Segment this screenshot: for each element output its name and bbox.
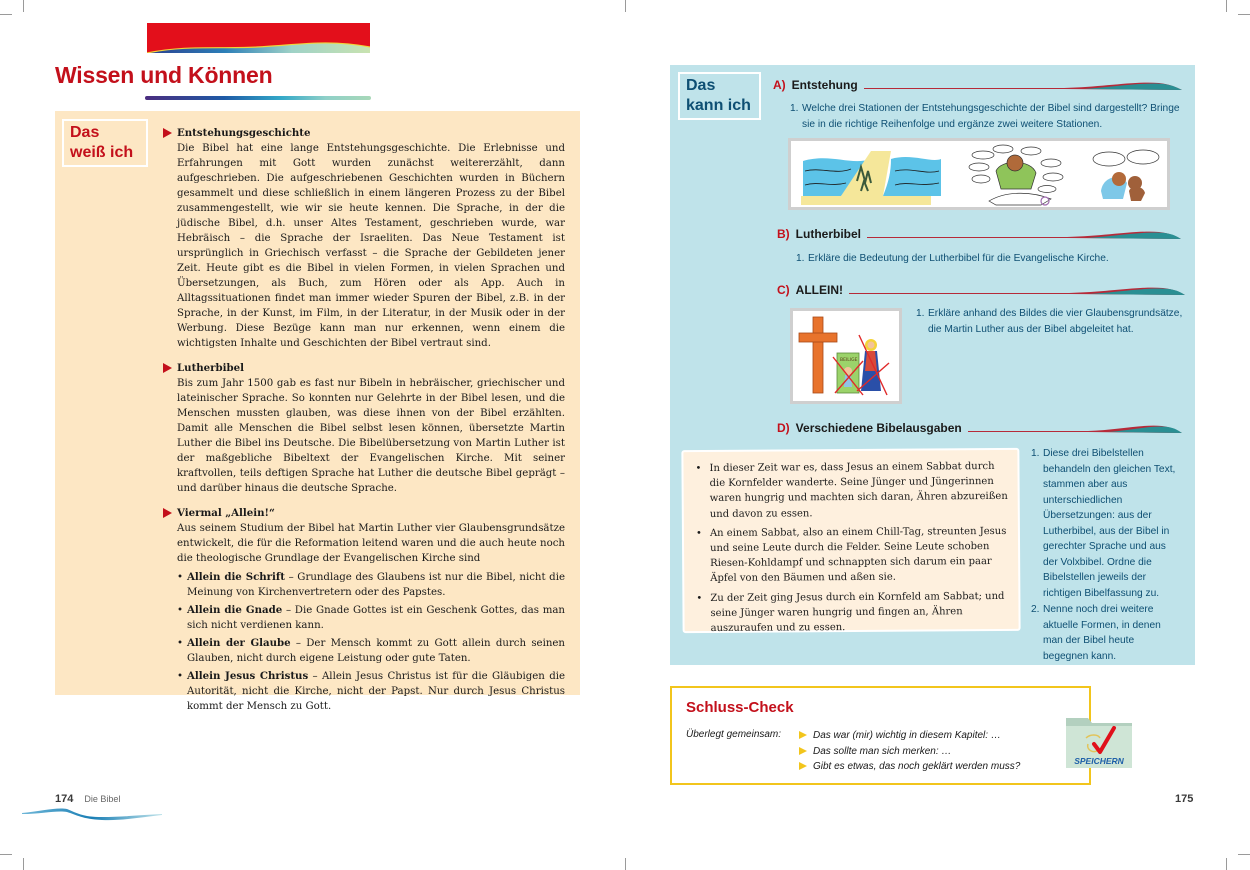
footer-wave-graphic [22, 805, 162, 823]
skills-box-label [678, 72, 761, 120]
task-item-text: Nenne noch drei weitere aktuelle Formen, in denen man der Bibel heute begegnen kann. [1043, 604, 1161, 662]
task-item-number: 1. [796, 253, 805, 264]
triangle-bullet-icon [163, 128, 172, 138]
crop-mark [0, 854, 12, 855]
crop-mark [625, 0, 626, 12]
crop-mark [1238, 854, 1250, 855]
label-line-2: weiß ich [70, 144, 134, 161]
save-label: SPEICHERN [1074, 756, 1124, 766]
task-d-heading [777, 421, 1182, 435]
crop-mark [1226, 858, 1227, 870]
task-item-text: Erkläre anhand des Bildes die vier Glaubensgrundsätze, die Martin Luther aus der Bibel abgeleitet hat. [928, 308, 1183, 335]
task-item-text: Erkläre die Bedeutung der Lutherbibel für die Evangelische Kirche. [808, 253, 1109, 264]
task-item-text: Welche drei Stationen der Entstehungsgeschichte der Bibel sind dargestellt? Bringe sie in die richtige Reihenfolge und ergänze zwei weitere Stationen. [802, 103, 1180, 130]
task-letter: A) [773, 78, 786, 92]
schluss-check-box [670, 686, 1091, 785]
list-item [177, 603, 565, 633]
principle-term: Allein die Schrift [187, 571, 285, 583]
principle-text: – Allein Jesus Christus ist für die Gläubigen die Autorität, nicht die Kirche, nicht der Papst. Nur durch Jesus Christus kommt der Mensch zu Gott. [187, 671, 566, 712]
task-item [1031, 446, 1181, 601]
footer-chapter-name: Die Bibel [84, 794, 121, 804]
check-item: Das sollte man sich merken: … [799, 744, 1020, 760]
label-line-1: Das [686, 77, 716, 94]
heading-rule-graphic [968, 422, 1182, 434]
principle-term: Allein Jesus Christus [187, 670, 309, 682]
page-number: 174 [55, 793, 74, 805]
section-heading: Viermal „Allein!“ [177, 507, 275, 519]
task-b-heading [777, 227, 1181, 241]
save-folder-icon [1064, 714, 1134, 770]
principle-text: – Die Gnade Gottes ist ein Geschenk Gottes, das man sich nicht verdienen kann. [187, 605, 565, 631]
page-number: 175 [1175, 793, 1194, 805]
task-a-instructions [790, 101, 1185, 132]
passage-item: • In dieser Zeit war es, dass Jesus an einem Sabbat durch die Kornfelder wanderte. Seine Jünger und Jüngerinnen waren hungrig und machten sich daran, Ähren abzureißen und davon zu essen. [695, 459, 1009, 522]
bible-passages-box [681, 448, 1020, 633]
task-item-number: 1. [916, 308, 925, 319]
task-a-heading [773, 78, 1182, 92]
check-item: Das war (mir) wichtig in diesem Kapitel: … [799, 728, 1020, 744]
heading-rule-graphic [849, 284, 1185, 296]
principles-list [177, 570, 565, 714]
schluss-check-lead: Überlegt gemeinsam: [686, 729, 782, 740]
task-item-number: 1. [1031, 448, 1040, 459]
section-allein [163, 506, 565, 714]
knowledge-box-label [62, 119, 148, 167]
section-heading: Entstehungsgeschichte [177, 127, 311, 139]
task-item [916, 306, 1188, 337]
passage-item: • Zu der Zeit ging Jesus durch ein Kornfeld am Sabbat; und seine Jünger waren hungrig und fingen an, Ähren auszuraufen und zu essen. [696, 589, 1010, 637]
task-item [1031, 602, 1181, 664]
task-letter: B) [777, 227, 790, 241]
title-underline [145, 96, 371, 100]
crop-mark [0, 14, 12, 15]
task-c-instructions [916, 306, 1188, 337]
chapter-title: Wissen und Können [55, 62, 273, 88]
task-c-illustration [790, 308, 902, 404]
task-title: Verschiedene Bibelausgaben [795, 421, 962, 435]
section-text: Die Bibel hat eine lange Entstehungsgeschichte. Die Erlebnisse und Erfahrungen mit Gott wurden zunächst weitererzählt, dann aufgeschrieben. Die aufgeschriebenen Geschichten wurden in Büchern gesammelt und diese schließlich in einem längeren Prozess zu der Bibel zusammengestellt, wie wir sie heute kennen. Die Sprache, in der die jüdische Bibel, d.h. unser Altes Testament, geschrieben wurde, war Hebräisch – die Sprache der Israeliten. Das Neue Testament ist ursprünglich in Griechisch verfasst – die Sprache der Gebildeten jener Zeit. Heute gibt es die Bibel in vielen Formen, in vielen Sprachen und Übersetzungen, als Buch, zum Hören oder als App. Auch in Alltagssituationen findet man immer wieder Spuren der Bibel, z.B. in der Sprache, in der Kunst, im Film, in der Literatur, in der Musik oder in der Werbung. Diese Bezüge kann man nur erkennen, wenn einem die wichtigsten Inhalte und Geschichten der Bibel vertraut sind. [177, 143, 565, 349]
knowledge-box [55, 111, 580, 712]
passage-item: • An einem Sabbat, also an einem Chill-Tag, streunten Jesus und seine Leute durch die Felder. Seine Leute schoben Riesen-Kohldampf und schnappten sich darum ein paar Äpfel von den Bäumen und aßen sie. [696, 524, 1010, 587]
task-item-number: 1. [790, 103, 799, 114]
crop-mark [23, 858, 24, 870]
crop-mark [1226, 0, 1227, 12]
knowledge-content [163, 126, 565, 720]
triangle-bullet-icon [163, 508, 172, 518]
principle-term: Allein der Glaube [187, 637, 291, 649]
section-text: Aus seinem Studium der Bibel hat Martin Luther vier Glaubensgrundsätze entwickelt, die für die Reformation leitend waren und die auch heute noch die theologische Grundlage der Evangelischen Kirche sind [177, 523, 565, 564]
principle-text: – Der Mensch kommt zu Gott allein durch seinen Glauben, nicht durch eigene Leistung oder gute Taten. [187, 638, 565, 664]
crop-mark [23, 0, 24, 12]
task-c-heading [777, 283, 1185, 297]
label-line-1: Das [70, 124, 100, 141]
section-entstehung [163, 126, 565, 351]
task-letter: C) [777, 283, 790, 297]
four-principles-image [793, 311, 899, 401]
task-title: Lutherbibel [795, 227, 862, 241]
list-item [177, 669, 565, 714]
principle-term: Allein die Gnade [187, 604, 283, 616]
triangle-bullet-icon [163, 363, 172, 373]
list-item [177, 636, 565, 666]
task-item [796, 251, 1186, 267]
section-heading: Lutherbibel [177, 362, 244, 374]
book-cover-label: BEILIGE [840, 358, 858, 363]
list-item [177, 570, 565, 600]
principle-text: – Grundlage des Glaubens ist nur die Bibel, nicht die Meinung von Kirchenvertretern oder des Papstes. [187, 572, 565, 598]
schluss-check-title: Schluss-Check [686, 699, 794, 716]
bible-history-stations-image [791, 141, 1167, 207]
task-d-instructions [1031, 446, 1181, 664]
crop-mark [1238, 14, 1250, 15]
task-b-instructions [796, 251, 1186, 267]
crop-mark [625, 858, 626, 870]
task-item-number: 2. [1031, 604, 1040, 615]
chapter-banner-graphic [147, 23, 370, 53]
task-letter: D) [777, 421, 790, 435]
label-line-2: kann ich [686, 97, 751, 114]
schluss-check-list [799, 728, 1020, 775]
task-title: ALLEIN! [795, 283, 843, 297]
section-lutherbibel [163, 361, 565, 496]
heading-rule-graphic [867, 228, 1181, 240]
heading-rule-graphic [864, 79, 1182, 91]
task-a-illustration [788, 138, 1170, 210]
task-item [790, 101, 1185, 132]
task-title: Entstehung [791, 78, 858, 92]
check-item: Gibt es etwas, das noch geklärt werden muss? [799, 759, 1020, 775]
page-footer-left [55, 793, 120, 805]
task-item-text: Diese drei Bibelstellen behandeln den gleichen Text, stammen aber aus unterschiedlichen Übersetzungen: aus der Lutherbibel, aus der Bibel in gerechter Sprache und aus der Volxbibel. Ordne die Bibelstellen jeweils der richtigen Bibelfassung zu. [1043, 448, 1176, 599]
section-text: Bis zum Jahr 1500 gab es fast nur Bibeln in hebräischer, griechischer und lateinischer Sprache. So konnten nur Gelehrte in der Bibel lesen, und die Menschen mussten glauben, was diese ihnen von der Bibel erzählten. Damit alle Menschen die Bibel selbst lesen können, übersetzte Martin Luther die Bibel ins Deutsche. Die Bibelübersetzung von Martin Luther ist der maßgebliche Bibeltext der Evangelischen Kirche. Mit seiner kraftvollen, teils deftigen Sprache hat Luther die deutsche Bibel geprägt – und darüber hinaus die deutsche Sprache. [177, 378, 565, 494]
